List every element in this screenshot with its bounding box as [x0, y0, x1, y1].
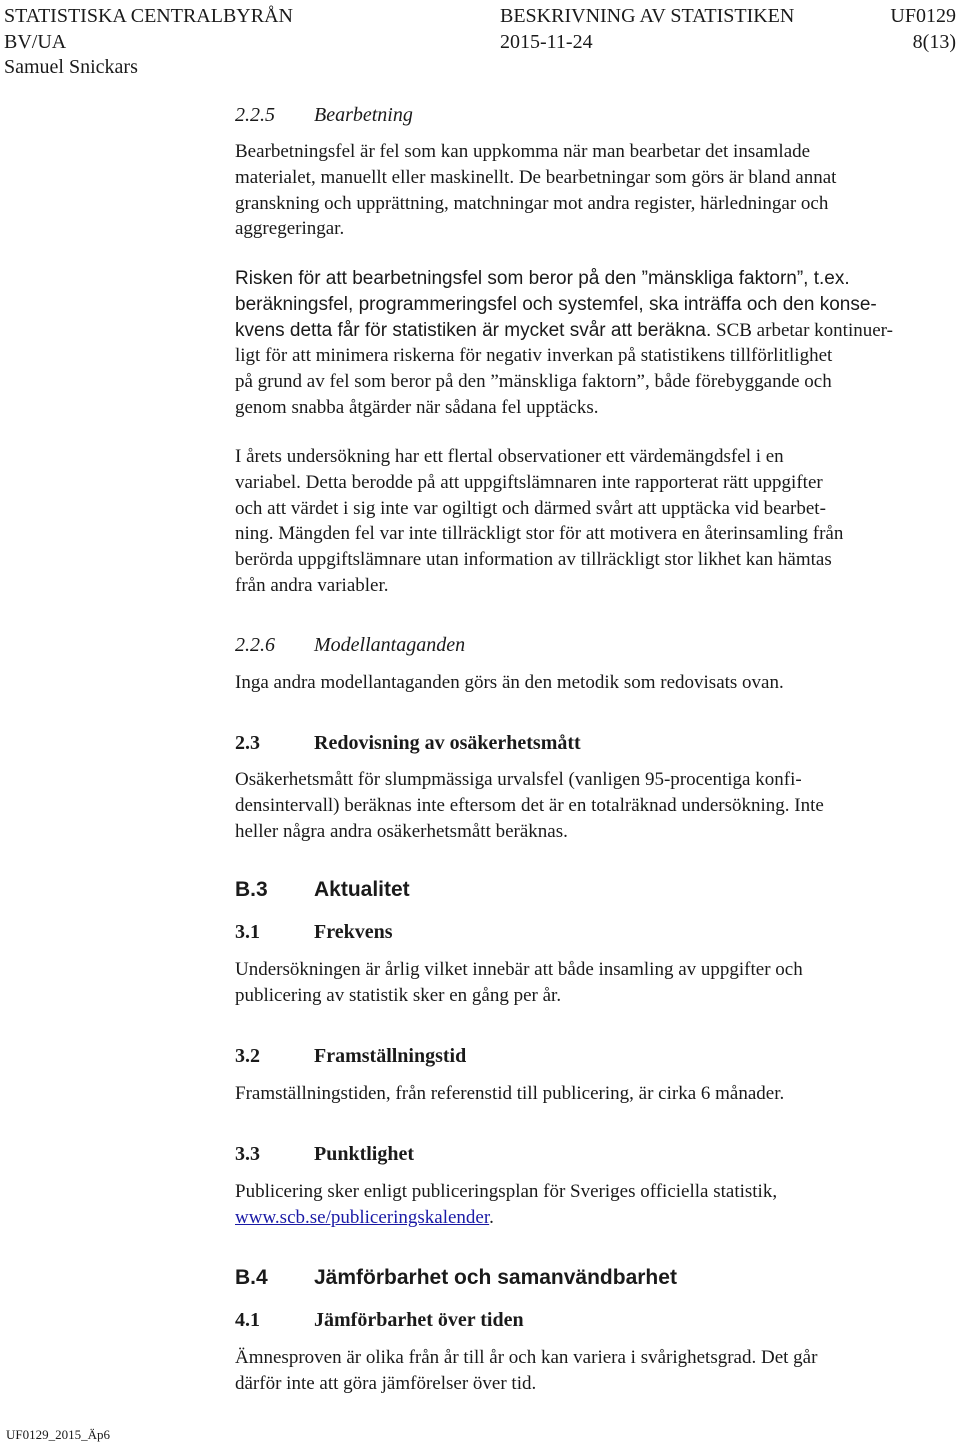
section-title: Jämförbarhet över tiden	[314, 1309, 524, 1331]
section-number: 2.2.5	[235, 104, 275, 126]
section-number: 2.3	[235, 732, 260, 754]
paragraph-bearbetningsfel: Bearbetningsfel är fel som kan uppkomma när man bearbetar det insamlade materialet, manuellt eller maskinellt. De bearbetningar som görs är bland annat granskning och upprättning, matchningar mot andra register, härledningar och aggregeringar.	[235, 141, 837, 240]
publiceringskalender-link[interactable]: www.scb.se/publiceringskalender	[235, 1206, 490, 1228]
section-title: Modellantaganden	[314, 634, 466, 656]
section-number: 3.2	[235, 1045, 260, 1067]
paragraph-modellantaganden: Inga andra modellantaganden görs än den metodik som redovisats ovan.	[235, 672, 784, 693]
header-doc-type: BESKRIVNING AV STATISTIKEN	[500, 5, 795, 27]
chapter-title: Aktualitet	[314, 878, 410, 901]
header-code: UF0129	[890, 5, 956, 27]
paragraph-osakerhetsmatt: Osäkerhetsmått för slumpmässiga urvalsfel (vanligen 95-procentiga konfi- densintervall) beräknas inte eftersom det är en totalräknad undersökning. Inte heller några andra osäkerhetsmått beräknas.	[235, 769, 824, 842]
header-org: STATISTISKA CENTRALBYRÅN	[4, 5, 293, 27]
section-number: 3.3	[235, 1143, 260, 1165]
paragraph-risken: Risken för att bearbetningsfel som beror på den ”mänskliga faktorn”, t.ex. beräkningsfel, programmeringsfel och systemfel, ska inträffa och den konse- kvens detta får för statistiken är mycket svår att beräkna. SCB arbetar kontinuer- ligt för att minimera riskerna för negativ inverkan på statistikens tillförlitlighet på grund av fel som beror på den ”mänskliga faktorn”, både förebyggande och genom snabba åtgärder när sådana fel upptäcks.	[235, 268, 893, 418]
paragraph-frekvens: Undersökningen är årlig vilket innebär att både insamling av uppgifter och publicering av statistik sker en gång per år.	[235, 959, 803, 1006]
section-title: Punktlighet	[314, 1143, 415, 1165]
chapter-number: B.4	[235, 1266, 268, 1289]
section-title: Frekvens	[314, 921, 393, 943]
footer-document-code: UF0129_2015_Äp6	[6, 1427, 111, 1442]
paragraph-arets-undersokning: I årets undersökning har ett flertal observationer ett värdemängdsfel i en variabel. Detta berodde på att uppgiftslämnaren inte rapporterat rätt uppgifter och att värdet i sig inte var ogiltigt och därmed svårt att upptäcka vid bearbet- ning. Mängden fel var inte tillräckligt stor för att motivera en återinsamling från berörda uppgiftslämnare utan information av tillräckligt stor likhet kan hämtas från andra variabler.	[235, 446, 844, 596]
header-page-number: 8(13)	[912, 31, 956, 53]
section-number: 2.2.6	[235, 634, 275, 656]
paragraph-framstallningstid: Framställningstiden, från referenstid till publicering, är cirka 6 månader.	[235, 1083, 785, 1104]
section-title: Redovisning av osäkerhetsmått	[314, 732, 581, 754]
header-unit: BV/UA	[4, 31, 67, 53]
section-title: Bearbetning	[314, 104, 413, 126]
section-title: Framställningstid	[314, 1045, 467, 1067]
paragraph-jamforbarhet-over-tiden: Ämnesproven är olika från år till år och kan variera i svårighetsgrad. Det går därför inte att göra jämförelser över tid.	[235, 1347, 818, 1394]
section-number: 4.1	[235, 1309, 260, 1331]
chapter-title: Jämförbarhet och samanvändbarhet	[314, 1266, 677, 1289]
header-date: 2015-11-24	[500, 31, 593, 53]
chapter-number: B.3	[235, 878, 268, 901]
section-number: 3.1	[235, 921, 260, 943]
paragraph-punktlighet: Publicering sker enligt publiceringsplan för Sveriges officiella statistik, www.scb.se/publiceringskalender.	[235, 1181, 778, 1228]
header-author: Samuel Snickars	[4, 56, 138, 78]
